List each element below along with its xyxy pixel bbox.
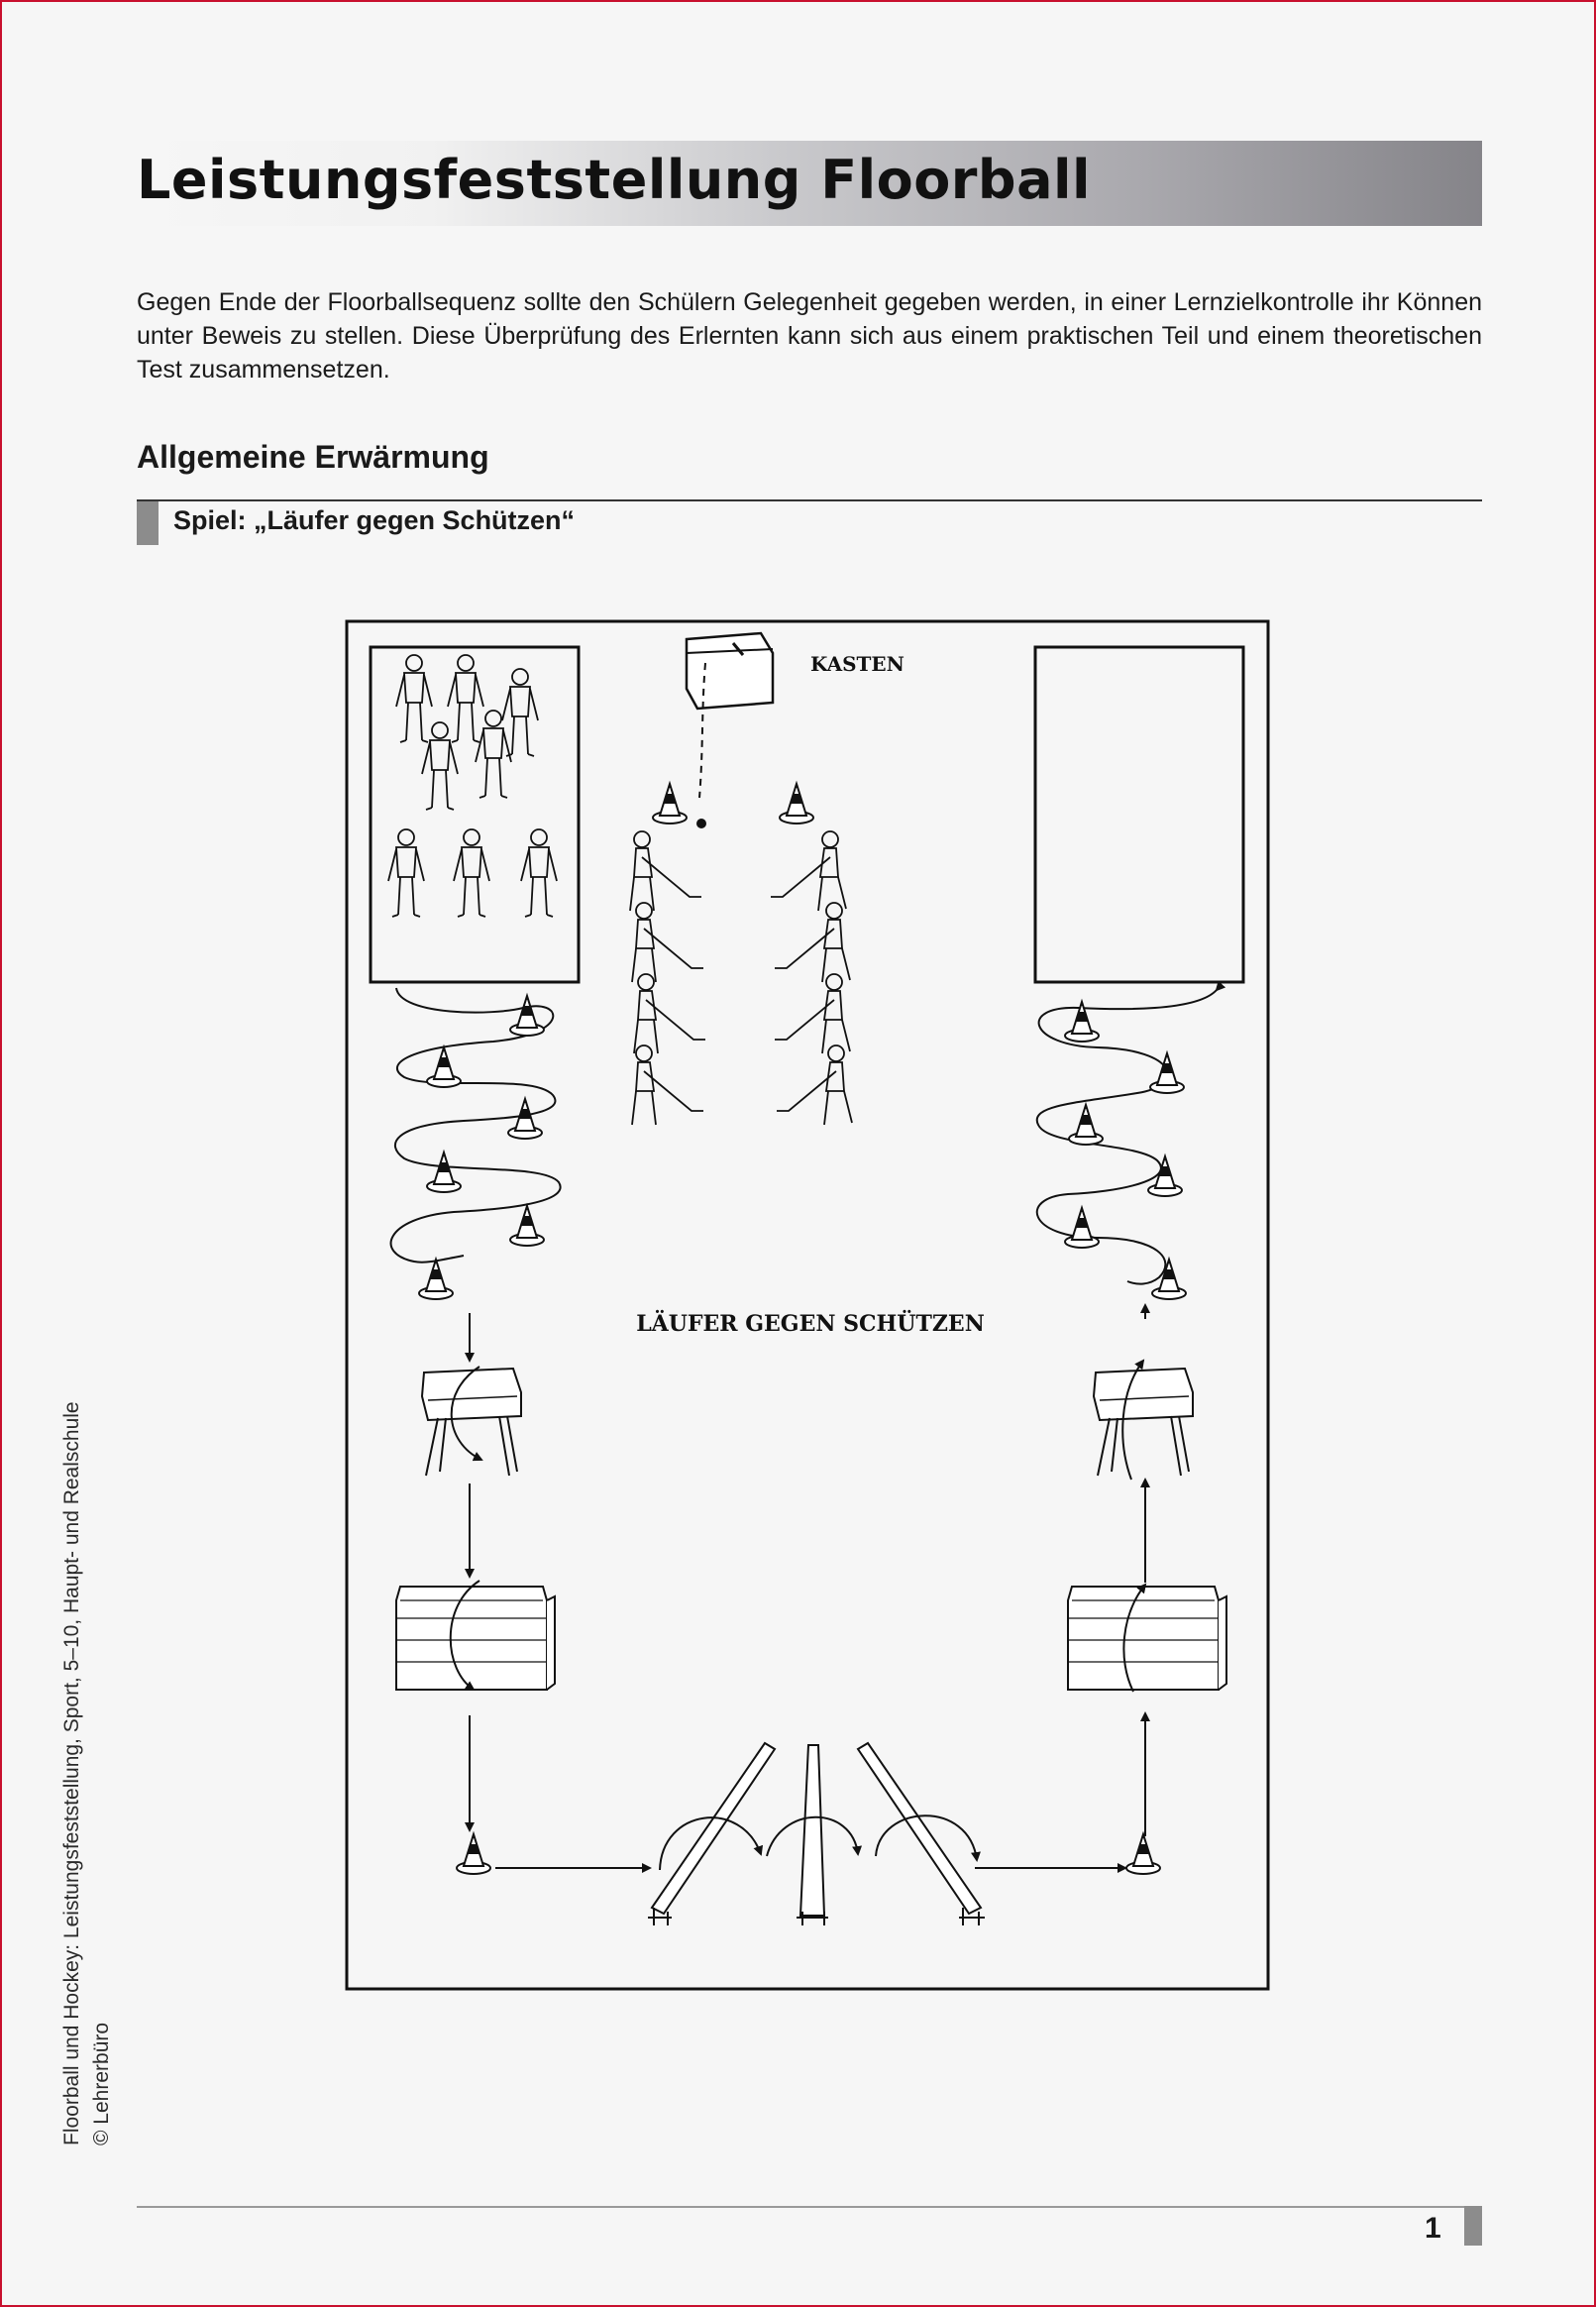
page-number-marker bbox=[1464, 2206, 1482, 2246]
side-note bbox=[57, 1401, 117, 2145]
side-note-line-1: Floorball und Hockey: Leistungsfeststellung, Sport, 5–10, Haupt- und Realschule bbox=[60, 1401, 83, 2145]
course-diagram bbox=[345, 619, 1270, 1991]
sub-heading-marker bbox=[137, 501, 159, 545]
sub-heading: Spiel: „Läufer gegen Schützen“ bbox=[173, 505, 576, 535]
footer-rule bbox=[137, 2206, 1464, 2208]
side-note-line-2: © Lehrerbüro bbox=[90, 2022, 113, 2145]
page-number: 1 bbox=[1425, 2212, 1441, 2245]
page-title: Leistungsfeststellung Floorball bbox=[137, 149, 1092, 211]
kasten-label: KASTEN bbox=[810, 652, 904, 676]
section-heading: Allgemeine Erwärmung bbox=[137, 439, 489, 475]
center-label: LÄUFER GEGEN SCHÜTZEN bbox=[636, 1311, 985, 1337]
section-rule bbox=[137, 499, 1482, 501]
intro-paragraph: Gegen Ende der Floorballsequenz sollte den Schülern Gelegenheit gegeben werden, in einer Lernzielkontrolle ihr Können unter Beweis zu stellen. Diese Überprüfung des Erlernten kann sich aus einem praktischen Teil und einem theoretischen Test zusammensetzen. bbox=[137, 288, 1482, 384]
